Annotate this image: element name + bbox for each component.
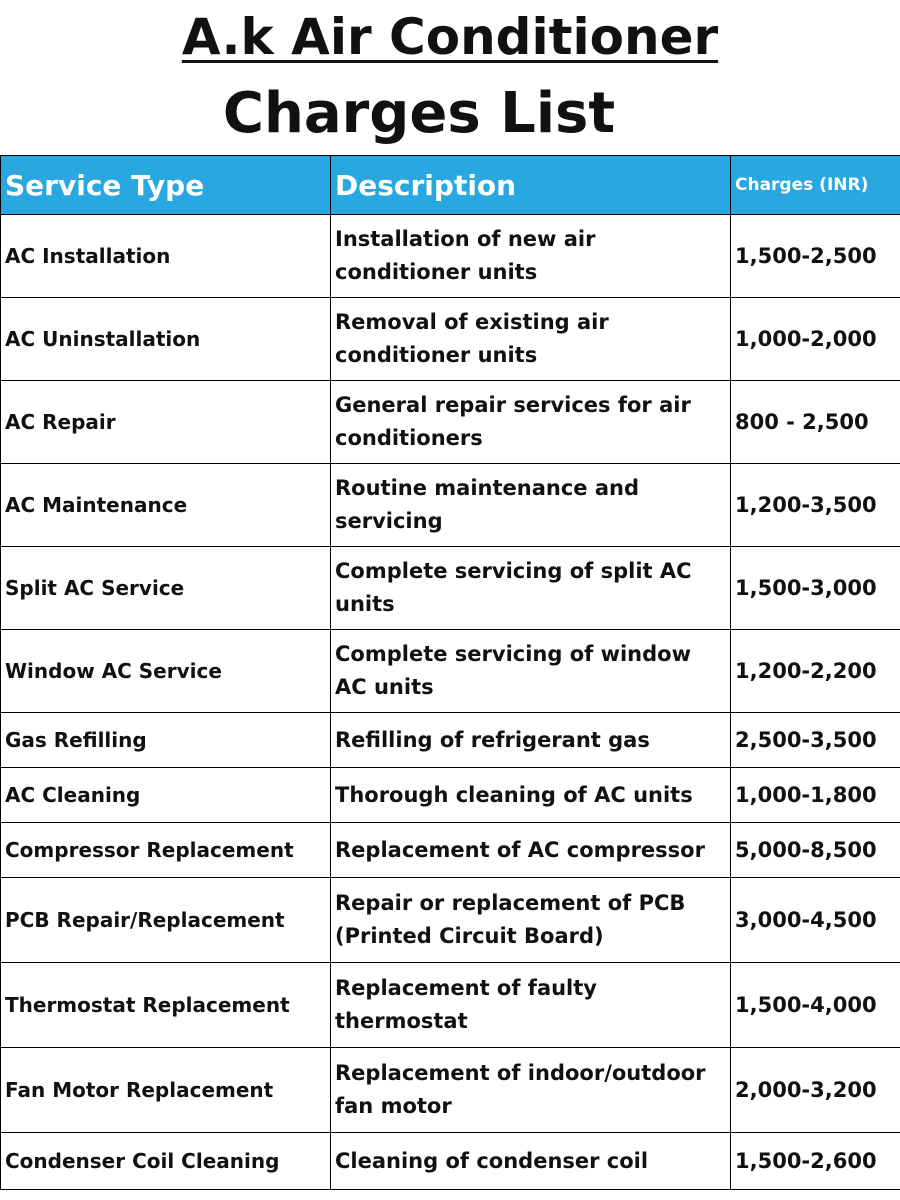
service-cell: AC Uninstallation [1,298,331,381]
table-row [1,878,900,963]
table-row [1,464,900,547]
service-cell: PCB Repair/Replacement [1,878,331,963]
charges-table [0,155,900,1190]
table-row [1,768,900,823]
charges-cell: 1,500-2,600 [731,1133,900,1190]
description-cell: Complete servicing of split AC units [331,547,731,630]
column-header-service-type: Service Type [1,156,331,215]
charges-cell: 1,200-2,200 [731,630,900,713]
description-cell: Routine maintenance and servicing [331,464,731,547]
service-cell: Condenser Coil Cleaning [1,1133,331,1190]
charges-cell: 800 - 2,500 [731,381,900,464]
table-row [1,1048,900,1133]
description-cell: Replacement of AC compressor [331,823,731,878]
table-row [1,381,900,464]
description-cell: Removal of existing air conditioner units [331,298,731,381]
table-row [1,630,900,713]
table-row [1,547,900,630]
service-cell: Compressor Replacement [1,823,331,878]
service-cell: AC Installation [1,215,331,298]
service-cell: Thermostat Replacement [1,963,331,1048]
charges-cell: 1,000-1,800 [731,768,900,823]
table-row [1,713,900,768]
charges-cell: 2,000-3,200 [731,1048,900,1133]
charges-cell: 1,200-3,500 [731,464,900,547]
service-cell: AC Cleaning [1,768,331,823]
service-cell: Split AC Service [1,547,331,630]
charges-cell: 1,500-3,000 [731,547,900,630]
charges-cell: 5,000-8,500 [731,823,900,878]
table-row [1,215,900,298]
page-title: A.k Air Conditioner [181,8,719,66]
table-body [1,215,900,1190]
description-cell: Replacement of faulty thermostat [331,963,731,1048]
charges-cell: 1,500-2,500 [731,215,900,298]
description-cell: Replacement of indoor/outdoor fan motor [331,1048,731,1133]
charges-cell: 2,500-3,500 [731,713,900,768]
description-cell: General repair services for air conditioners [331,381,731,464]
table-header [1,156,900,215]
service-cell: Window AC Service [1,630,331,713]
table-row [1,298,900,381]
description-cell: Installation of new air conditioner units [331,215,731,298]
description-cell: Cleaning of condenser coil [331,1133,731,1190]
column-header-charges: Charges (INR) [731,156,900,215]
table-row [1,963,900,1048]
page-subtitle: Charges List [222,81,616,146]
description-cell: Complete servicing of window AC units [331,630,731,713]
column-header-description: Description [331,156,731,215]
service-cell: AC Maintenance [1,464,331,547]
description-cell: Refilling of refrigerant gas [331,713,731,768]
header-row [1,156,900,215]
charges-cell: 1,000-2,000 [731,298,900,381]
description-cell: Thorough cleaning of AC units [331,768,731,823]
table-row [1,823,900,878]
charges-cell: 1,500-4,000 [731,963,900,1048]
service-cell: AC Repair [1,381,331,464]
service-cell: Fan Motor Replacement [1,1048,331,1133]
table-row [1,1133,900,1190]
description-cell: Repair or replacement of PCB (Printed Circuit Board) [331,878,731,963]
charges-cell: 3,000-4,500 [731,878,900,963]
service-cell: Gas Refilling [1,713,331,768]
